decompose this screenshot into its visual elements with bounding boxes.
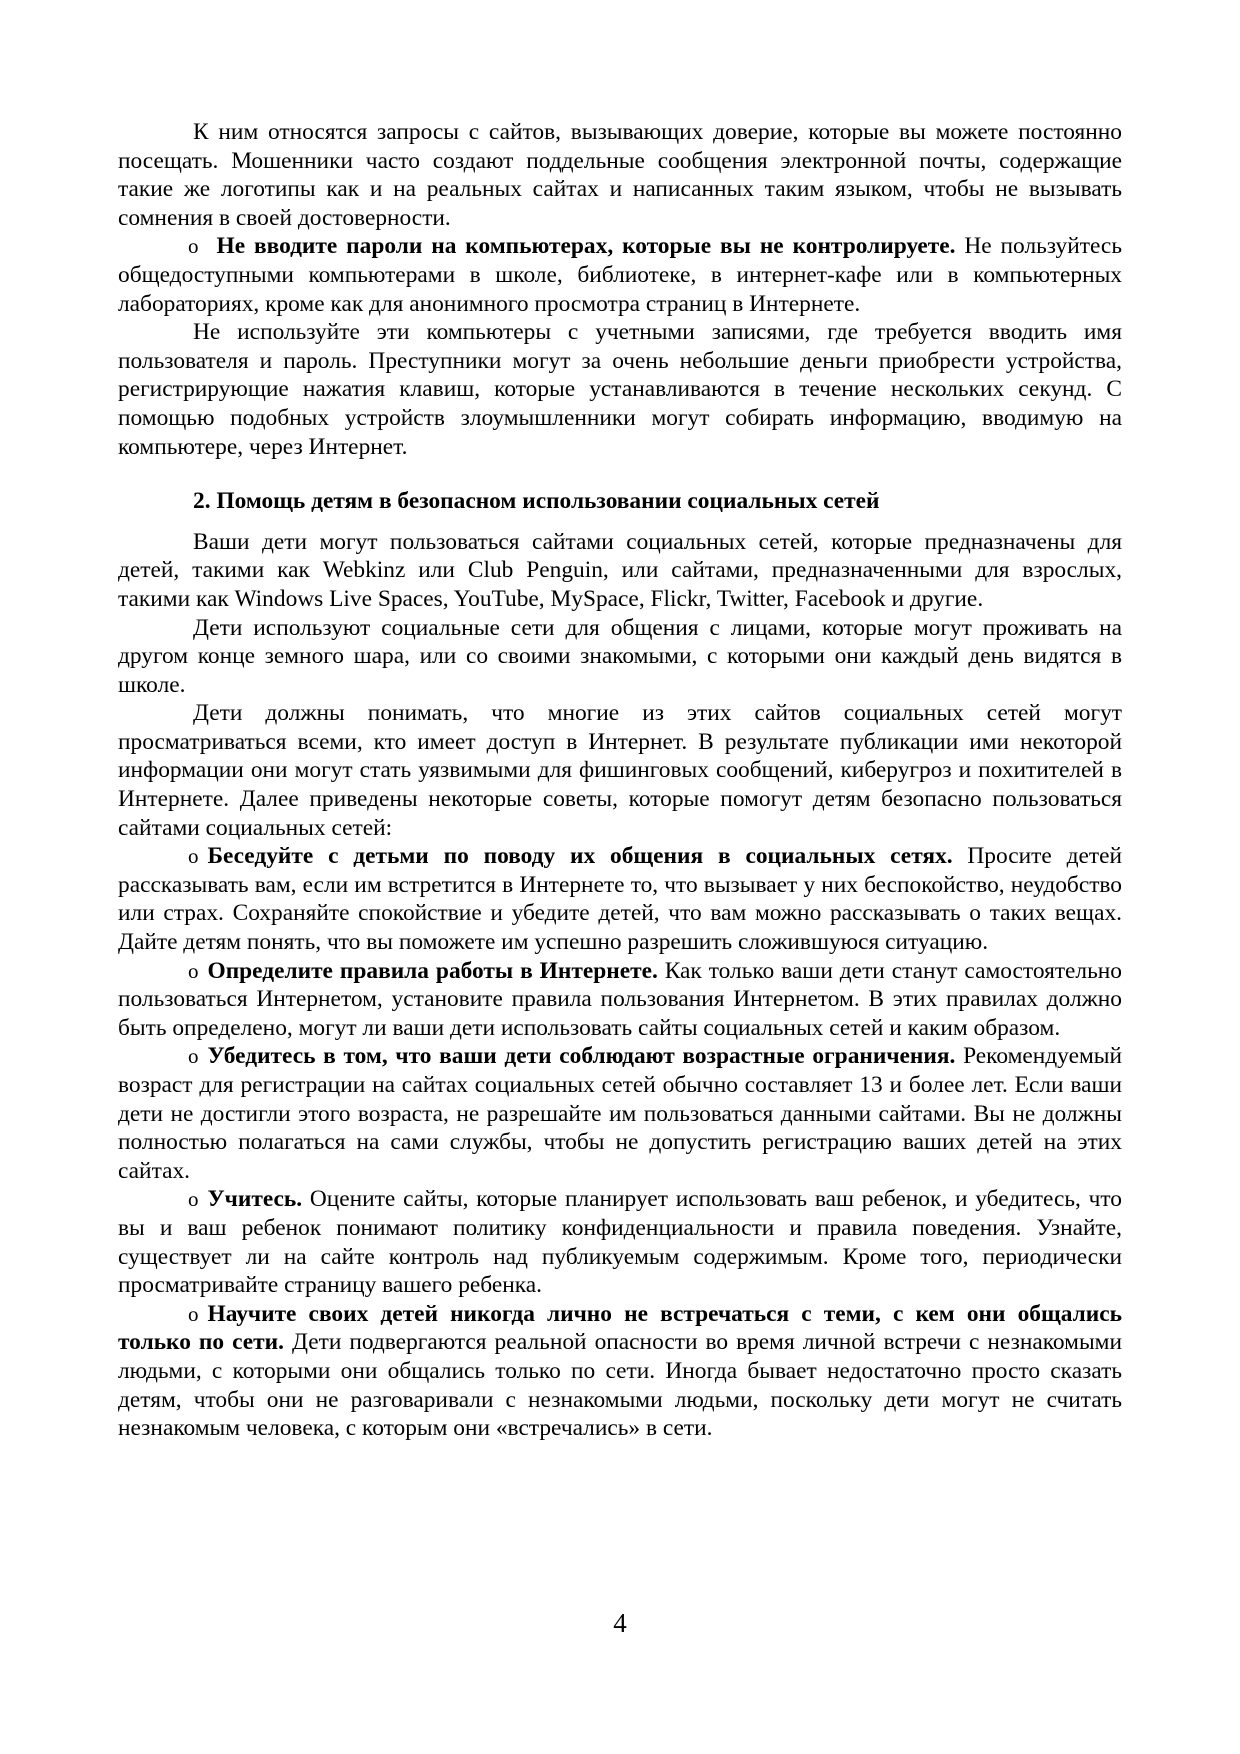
bullet-text: Не пользуйтесь общедоступными компьютерами в школе, библиотеке, в интернет-кафе или в компьютерных лабораториях, кроме как для анонимного просмотра страниц в Интернете. [118, 233, 1122, 317]
tip-lead: Беседуйте с детьми по поводу их общения в социальных сетях. [207, 843, 953, 870]
tip-text: Рекомендуемый возраст для регистрации на сайтах социальных сетей обычно составляет 13 и более лет. Если ваши дети не достигли этого возраста, не разрешайте им пользоваться данными сайтами. Вы не должны полностью полагаться на сами службы, чтобы не допустить регистрацию ваших детей на этих сайтах. [118, 1043, 1122, 1184]
tip-talk [118, 842, 1122, 956]
continuation-paragraph: К ним относятся запросы с сайтов, вызывающих доверие, которые вы можете постоянно посещать. Мошенники часто создают поддельные сообщения электронной почты, содержащие такие же логотипы как и на реальных сайтах и написанных таким языком, чтобы не вызывать сомнения в своей достоверности. [118, 119, 1122, 231]
keyloggers-paragraph: Не используйте эти компьютеры с учетными записями, где требуется вводить имя пользователя и пароль. Преступники могут за очень небольшие деньги приобрести устройства, регистрирующие нажатия клавиш, которые устанавливаются в течение нескольких секунд. С помощью подобных устройств злоумышленники могут собирать информацию, вводимую на компьютере, через Интернет. [118, 319, 1122, 460]
bullet-marker: o [188, 1044, 199, 1069]
tip-text: Как только ваши дети станут самостоятельно пользоваться Интернетом, установите правила пользования Интернетом. В этих правилах должно быть определено, могут ли ваши дети использовать сайты социальных сетей и каким образом. [118, 957, 1122, 1041]
tip-lead: Убедитесь в том, что ваши дети соблюдают возрастные ограничения. [207, 1043, 956, 1070]
bullet-marker: o [188, 234, 199, 259]
page-number: 4 [613, 1608, 627, 1638]
understanding-paragraph: Дети должны понимать, что многие из этих сайтов социальных сетей могут просматриваться всеми, кто имеет доступ в Интернет. В результате публикации ими некоторой информации они могут стать уязвимыми для фишинговых сообщений, киберугроз и похитителей в Интернете. Далее приведены некоторые советы, которые помогут детям безопасно пользоваться сайтами социальных сетей: [118, 700, 1122, 841]
tip-lead: Учитесь. [207, 1186, 303, 1213]
tip-text: Просите детей рассказывать вам, если им встретится в Интернете то, что вызывает у них беспокойство, неудобство или страх. Сохраняйте спокойствие и убедите детей, что вам можно рассказывать о таких вещах. Дайте детям понять, что вы поможете им успешно разрешить сложившуюся ситуацию. [118, 843, 1123, 956]
bullet-marker: o [188, 958, 199, 983]
document-page [118, 118, 1122, 1443]
bullet-passwords [118, 232, 1122, 318]
tip-meet [118, 1300, 1122, 1443]
tip-text: Дети подвергаются реальной опасности во время личной встречи с незнакомыми людьми, с которыми они общались только по сети. Иногда бывает недостаточно просто сказать детям, чтобы они не разговаривали с незнакомыми людьми, поскольку дети могут не считать незнакомым человека, с которым они «встречались» в сети. [118, 1329, 1122, 1442]
tip-learn [118, 1185, 1122, 1299]
tip-text: Оцените сайты, которые планирует использовать ваш ребенок, и убедитесь, что вы и ваш ребенок понимают политику конфиденциальности и правила поведения. Узнайте, существует ли на сайте контроль над публикуемым содержимым. Кроме того, периодически просматривайте страницу вашего ребенка. [118, 1186, 1122, 1299]
communication-paragraph: Дети используют социальные сети для общения с лицами, которые могут проживать на другом конце земного шара, или со своими знакомыми, с которыми они каждый день видятся в школе. [118, 614, 1122, 698]
tip-age [118, 1042, 1122, 1185]
tip-lead: Научите своих детей никогда лично не встречаться с теми, с кем они общались только по сети. [118, 1300, 1122, 1356]
tip-rules [118, 957, 1122, 1043]
bullet-lead: Не вводите пароли на компьютерах, которые вы не контролируете. [216, 233, 956, 260]
bullet-marker: o [188, 844, 199, 869]
section-heading: 2. Помощь детям в безопасном использовании социальных сетей [193, 488, 880, 515]
social-networks-paragraph: Ваши дети могут пользоваться сайтами социальных сетей, которые предназначены для детей, такими как Webkinz или Club Penguin, или сайтами, предназначенными для взрослых, такими как Windows Live Spaces, YouTube, MySpace, Flickr, Twitter, Facebook и другие. [118, 528, 1122, 612]
tip-lead: Определите правила работы в Интернете. [207, 957, 658, 984]
bullet-marker: o [188, 1301, 199, 1326]
bullet-marker: o [188, 1187, 199, 1212]
